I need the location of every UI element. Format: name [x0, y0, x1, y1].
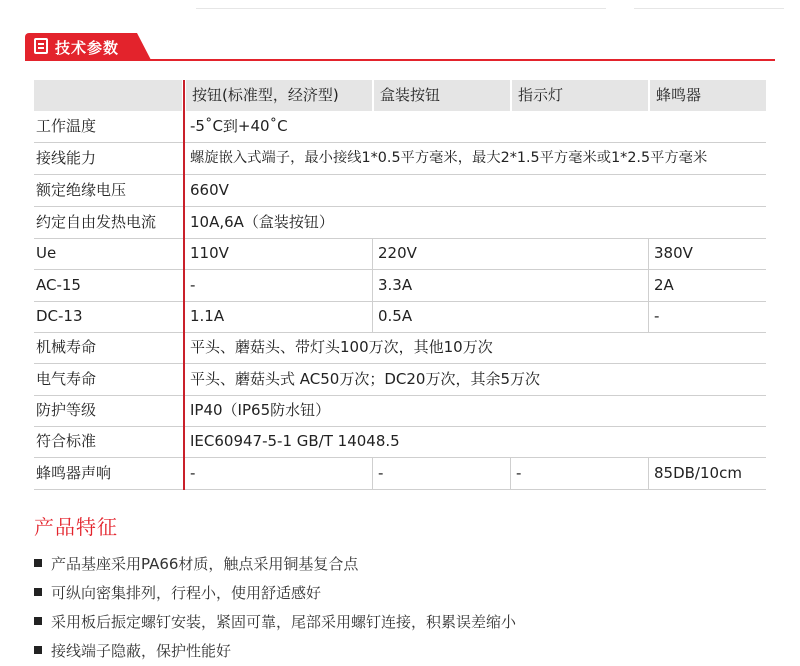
feature-text: 接线端子隐蔽，保护性能好 — [51, 642, 232, 660]
row-label: DC-13 — [36, 307, 83, 325]
row-label: 蜂鸣器声响 — [36, 464, 112, 482]
row-value: - — [190, 276, 196, 294]
section-header — [25, 33, 775, 61]
list-item — [34, 550, 516, 579]
features-list — [34, 550, 516, 666]
row-value: 2A — [654, 276, 674, 294]
table-row — [34, 426, 766, 458]
table-row — [34, 270, 766, 302]
row-value: 平头、蘑菇头、带灯头100万次，其他10万次 — [190, 338, 493, 356]
table-row — [34, 238, 766, 270]
square-bullet-icon — [34, 559, 42, 567]
row-value: 3.3A — [378, 276, 413, 294]
square-bullet-icon — [34, 646, 42, 654]
list-item — [34, 579, 516, 608]
row-value: - — [654, 307, 660, 325]
header-indicator-light: 指示灯 — [512, 80, 648, 111]
table-row — [34, 207, 766, 239]
cell-divider — [372, 458, 373, 489]
list-item — [34, 637, 516, 666]
header-buzzer: 蜂鸣器 — [650, 80, 766, 111]
row-value: 0.5A — [378, 307, 413, 325]
row-label: 约定自由发热电流 — [36, 213, 157, 231]
top-divider — [634, 8, 784, 9]
label-column-divider — [183, 80, 185, 490]
document-icon — [34, 38, 48, 54]
header-button: 按钮(标准型，经济型) — [186, 80, 372, 111]
header-label-cell — [34, 80, 182, 111]
feature-text: 采用板后振定螺钉安装，紧固可靠，尾部采用螺钉连接，积累误差缩小 — [51, 613, 517, 631]
square-bullet-icon — [34, 617, 42, 625]
square-bullet-icon — [34, 588, 42, 596]
row-value: -5˚C到+40˚C — [190, 117, 288, 135]
row-value: 10A,6A（盒装按钮） — [190, 213, 334, 231]
table-header-row — [34, 80, 766, 111]
cell-divider — [648, 301, 649, 332]
cell-divider — [648, 458, 649, 489]
row-label: Ue — [36, 244, 57, 262]
row-value: IEC60947-5-1 GB/T 14048.5 — [190, 432, 400, 450]
header-boxed-button: 盒装按钮 — [374, 80, 510, 111]
row-value: - — [190, 464, 196, 482]
table-row — [34, 364, 766, 396]
row-label: AC-15 — [36, 276, 81, 294]
row-value: 380V — [654, 244, 693, 262]
row-value: 85DB/10cm — [654, 464, 742, 482]
list-item — [34, 608, 516, 637]
row-label: 额定绝缘电压 — [36, 181, 127, 199]
row-label: 防护等级 — [36, 401, 97, 419]
row-value: - — [516, 464, 522, 482]
section-tab — [25, 33, 137, 60]
row-value: 220V — [378, 244, 417, 262]
row-label: 机械寿命 — [36, 338, 97, 356]
row-label: 符合标准 — [36, 432, 97, 450]
cell-divider — [372, 270, 373, 301]
table-row — [34, 332, 766, 364]
section-underline — [25, 59, 775, 61]
row-value: 平头、蘑菇头式 AC50万次；DC20万次，其余5万次 — [190, 370, 540, 388]
row-value: 110V — [190, 244, 229, 262]
row-value: 螺旋嵌入式端子，最小接线1*0.5平方毫米，最大2*1.5平方毫米或1*2.5平方毫米 — [190, 150, 708, 166]
feature-text: 可纵向密集排列，行程小，使用舒适感好 — [51, 584, 322, 602]
cell-divider — [372, 238, 373, 269]
section-title: 技术参数 — [55, 39, 120, 57]
cell-divider — [510, 458, 511, 489]
row-label: 接线能力 — [36, 149, 97, 167]
row-label: 工作温度 — [36, 117, 97, 135]
table-row — [34, 395, 766, 427]
row-value: 660V — [190, 181, 229, 199]
features-title: 产品特征 — [34, 515, 118, 539]
top-divider — [196, 8, 606, 9]
feature-text: 产品基座采用PA66材质，触点采用铜基复合点 — [51, 555, 359, 573]
row-value: - — [378, 464, 384, 482]
table-row — [34, 301, 766, 333]
row-value: IP40（IP65防水钮） — [190, 401, 331, 419]
table-row — [34, 143, 766, 175]
row-label: 电气寿命 — [36, 370, 97, 388]
table-row — [34, 175, 766, 207]
cell-divider — [372, 301, 373, 332]
table-row — [34, 458, 766, 490]
row-value: 1.1A — [190, 307, 225, 325]
cell-divider — [648, 238, 649, 269]
table-row — [34, 111, 766, 143]
cell-divider — [648, 270, 649, 301]
